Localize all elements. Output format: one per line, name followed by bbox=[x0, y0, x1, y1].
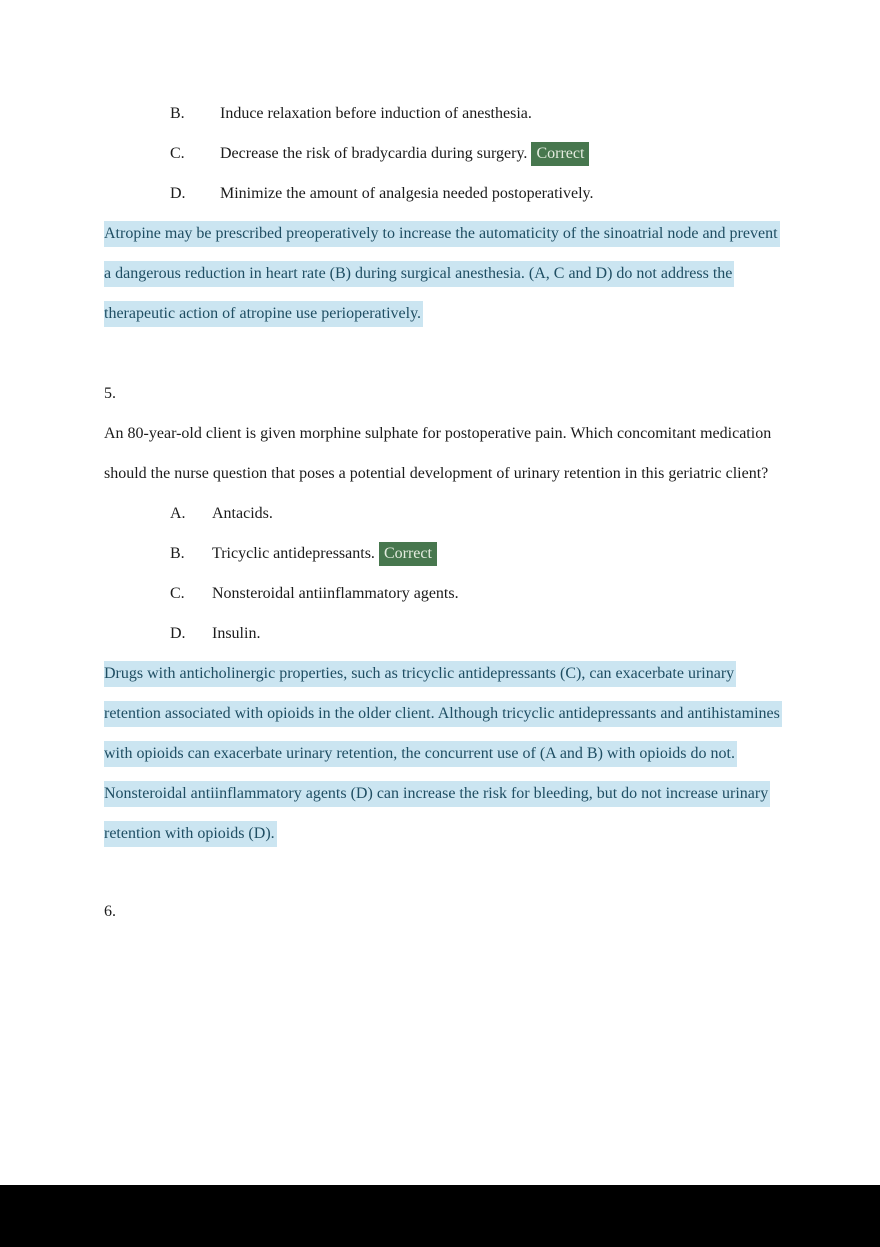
question-5-block bbox=[104, 374, 784, 854]
option-d bbox=[104, 614, 784, 654]
highlighted-explanation-text: Atropine may be prescribed preoperatively to increase the automaticity of the sinoatrial node and prevent a dangerous reduction in heart rate (B) during surgical anesthesia. (A, C and D) do not address the therapeutic action of atropine use perioperatively. bbox=[104, 221, 780, 327]
bottom-black-bar bbox=[0, 1185, 880, 1247]
option-text: Minimize the amount of analgesia needed postoperatively. bbox=[220, 185, 594, 202]
correct-badge: Correct bbox=[531, 142, 589, 166]
question-6-block bbox=[104, 892, 784, 932]
correct-badge: Correct bbox=[379, 542, 437, 566]
option-text: Decrease the risk of bradycardia during surgery. bbox=[220, 145, 528, 162]
option-c bbox=[104, 574, 784, 614]
question-5-options bbox=[104, 494, 784, 654]
option-text: Nonsteroidal antiinflammatory agents. bbox=[212, 585, 459, 602]
question-4-options bbox=[104, 94, 784, 214]
option-b bbox=[104, 94, 784, 134]
option-letter: C. bbox=[170, 585, 185, 602]
highlighted-explanation-text: Drugs with anticholinergic properties, such as tricyclic antidepressants (C), can exacerbate urinary retention associated with opioids in the older client. Although tricyclic antidepressants and antihistamines with opioids can exacerbate urinary retention, the concurrent use of (A and B) with opioids do not. Nonsteroidal antiinflammatory agents (D) can increase the risk for bleeding, but do not increase urinary retention with opioids (D). bbox=[104, 661, 782, 847]
question-6-number: 6. bbox=[104, 903, 116, 920]
option-letter: B. bbox=[170, 545, 185, 562]
option-text: Tricyclic antidepressants. bbox=[212, 545, 375, 562]
option-d bbox=[104, 174, 784, 214]
question-5-number: 5. bbox=[104, 385, 116, 402]
option-letter: B. bbox=[170, 105, 185, 122]
option-letter: D. bbox=[170, 185, 186, 202]
option-text: Induce relaxation before induction of anesthesia. bbox=[220, 105, 532, 122]
option-a bbox=[104, 494, 784, 534]
option-letter: A. bbox=[170, 505, 186, 522]
option-text: Antacids. bbox=[212, 505, 273, 522]
option-text: Insulin. bbox=[212, 625, 261, 642]
question-5-text: An 80-year-old client is given morphine sulphate for postoperative pain. Which concomitant medication should the nurse question that poses a potential development of urinary retention in this geriatric client? bbox=[104, 425, 772, 482]
question-4-block bbox=[104, 94, 784, 334]
option-letter: D. bbox=[170, 625, 186, 642]
option-letter: C. bbox=[170, 145, 185, 162]
question-4-explanation bbox=[104, 214, 784, 334]
option-b bbox=[104, 534, 784, 574]
question-5-explanation bbox=[104, 654, 784, 854]
option-c bbox=[104, 134, 784, 174]
